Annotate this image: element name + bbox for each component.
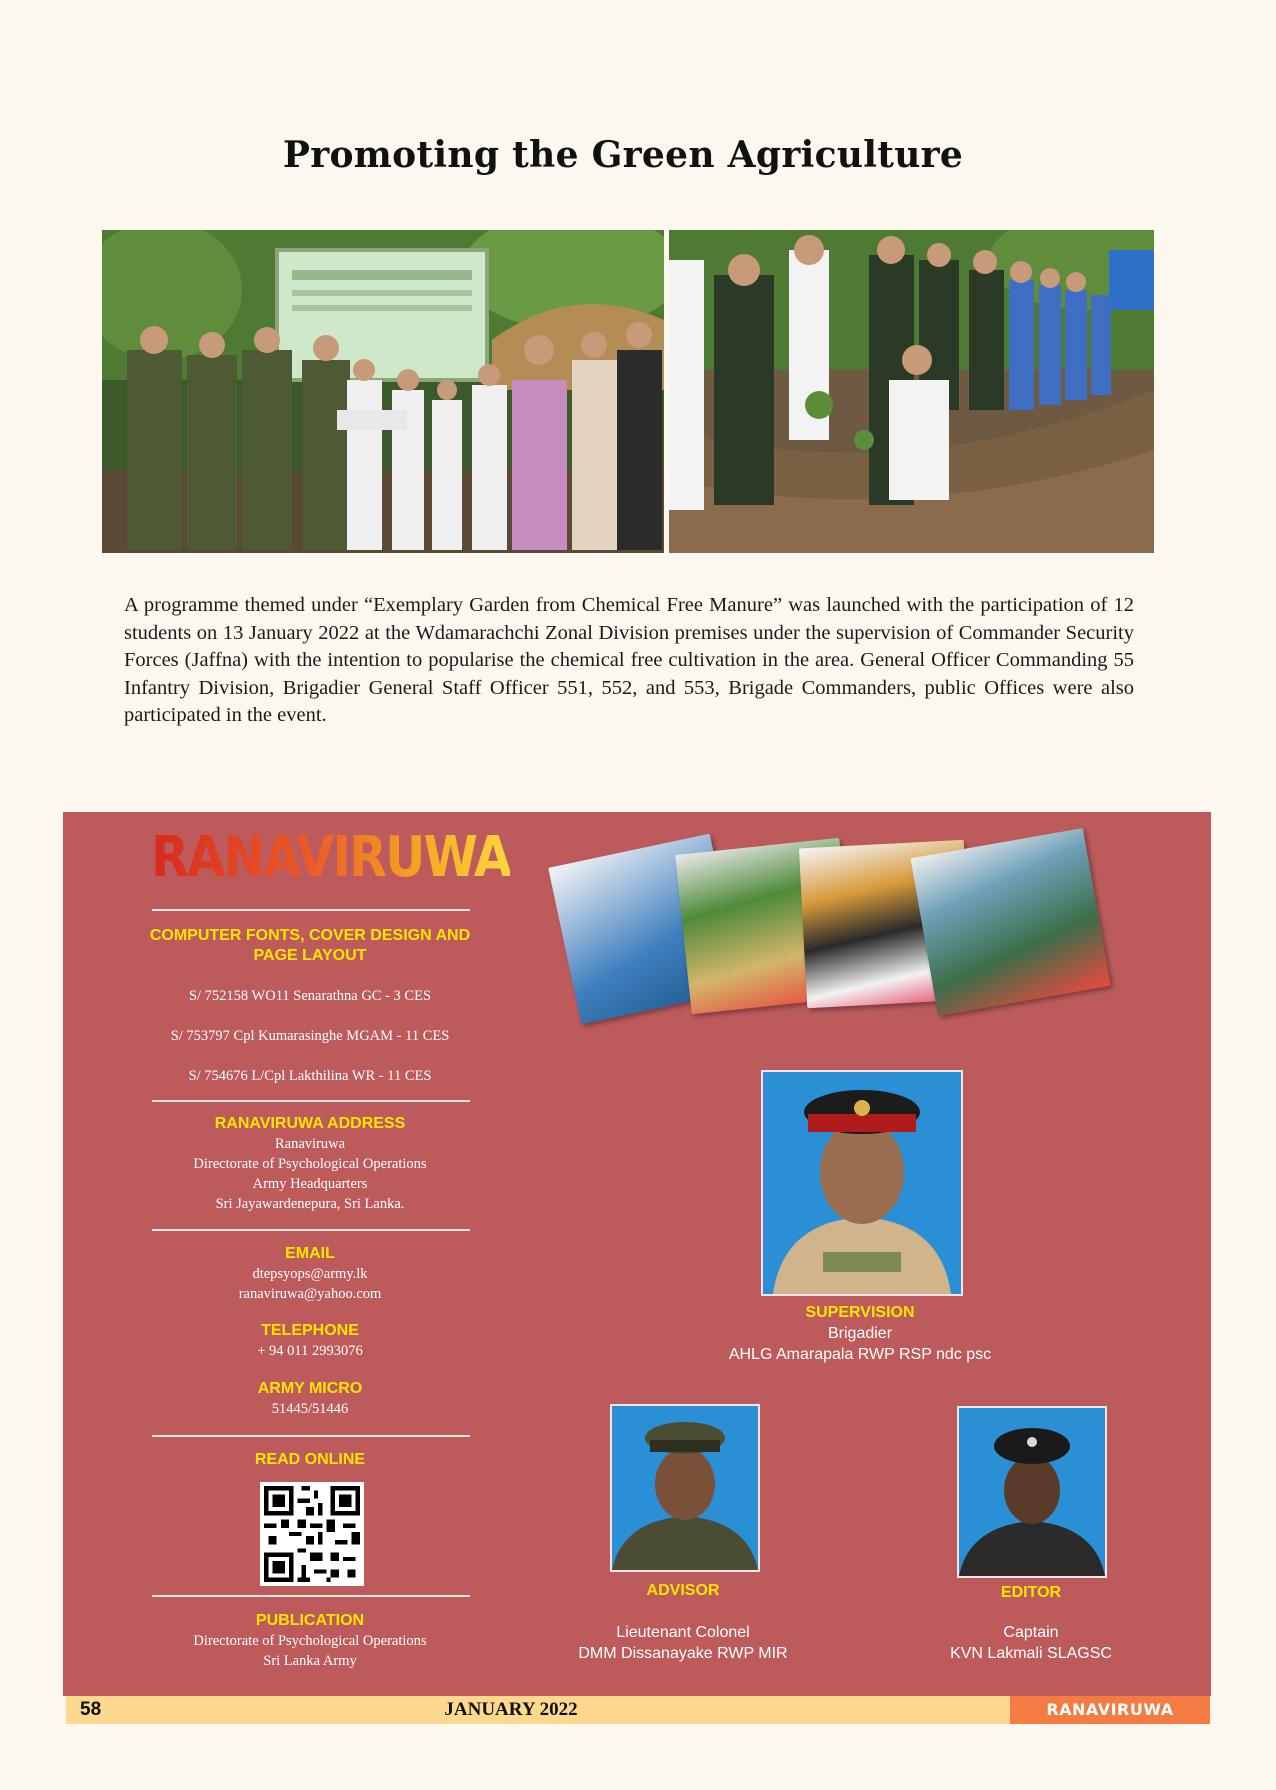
advisor-name: DMM Dissanayake RWP MIR <box>578 1645 788 1662</box>
supervision-portrait <box>761 1070 963 1296</box>
advisor-portrait <box>610 1404 760 1572</box>
editor-portrait <box>957 1406 1107 1578</box>
planting-photo <box>669 230 1154 553</box>
divider <box>152 1100 470 1102</box>
address-heading: RANAVIRUWA ADDRESS <box>214 1115 406 1132</box>
article-title: Promoting the Green Agriculture <box>282 134 964 176</box>
magazine-covers <box>553 834 1133 1044</box>
supervision-name: AHLG Amarapala RWP RSP ndc psc <box>728 1346 992 1363</box>
email-link[interactable]: ranaviruwa@yahoo.com <box>238 1286 382 1302</box>
footer-brand: RANAVIRUWA <box>1010 1696 1210 1724</box>
layout-heading: COMPUTER FONTS, COVER DESIGN AND <box>149 927 471 944</box>
address-line: Army Headquarters <box>252 1176 368 1192</box>
read-online-heading: READ ONLINE <box>254 1451 366 1468</box>
army-micro-heading: ARMY MICRO <box>257 1380 363 1397</box>
ceremony-photo <box>102 230 664 553</box>
advisor-role: ADVISOR <box>646 1582 720 1599</box>
supervision-role: SUPERVISION <box>805 1304 915 1321</box>
email-heading: EMAIL <box>285 1245 335 1262</box>
publication-line: Sri Lanka Army <box>263 1653 357 1669</box>
divider <box>152 909 470 911</box>
address-line: Directorate of Psychological Operations <box>193 1156 427 1172</box>
issue-date: JANUARY 2022 <box>444 1699 578 1720</box>
masthead-logo: RANAVIRUWA <box>151 825 511 890</box>
email-link[interactable]: dtepsyops@army.lk <box>252 1266 368 1282</box>
page-number: 58 <box>80 1699 102 1720</box>
article-body: A programme themed under “Exemplary Garden from Chemical Free Manure” was launched with the participation of 12 students on 13 January 2022 at the Wdamarachchi Zonal Division premises under the supervision of Commander Security Forces (Jaffna) with the intention to popularise the chemical free cultivation in the area. General Officer Commanding 55 Infantry Division, Brigadier General Staff Officer 551, 552, and 553, Brigade Commanders, public Offices were also participated in the event. <box>124 594 1134 726</box>
magazine-cover <box>910 828 1110 1016</box>
army-micro-value: 51445/51446 <box>271 1401 349 1417</box>
publication-line: Directorate of Psychological Operations <box>193 1633 427 1649</box>
staff-line: S/ 753797 Cpl Kumarasinghe MGAM - 11 CES <box>170 1028 450 1044</box>
editor-role: EDITOR <box>1000 1584 1062 1601</box>
qr-code[interactable] <box>260 1482 364 1586</box>
telephone-heading: TELEPHONE <box>261 1322 359 1339</box>
layout-heading-cont: PAGE LAYOUT <box>253 947 367 964</box>
staff-line: S/ 752158 WO11 Senarathna GC - 3 CES <box>188 988 432 1004</box>
publication-heading: PUBLICATION <box>255 1612 365 1629</box>
credits-panel <box>63 812 1211 1696</box>
supervision-rank: Brigadier <box>827 1325 893 1342</box>
divider <box>152 1229 470 1231</box>
staff-line: S/ 754676 L/Cpl Lakthilina WR - 11 CES <box>188 1068 432 1084</box>
editor-rank: Captain <box>1003 1624 1059 1641</box>
address-line: Ranaviruwa <box>274 1136 346 1152</box>
telephone-value: + 94 011 2993076 <box>257 1343 363 1359</box>
divider <box>152 1435 470 1437</box>
divider <box>152 1595 470 1597</box>
page-footer <box>66 1696 1210 1724</box>
advisor-rank: Lieutenant Colonel <box>616 1624 750 1641</box>
address-line: Sri Jayawardenepura, Sri Lanka. <box>215 1196 405 1212</box>
editor-name: KVN Lakmali SLAGSC <box>950 1645 1112 1662</box>
